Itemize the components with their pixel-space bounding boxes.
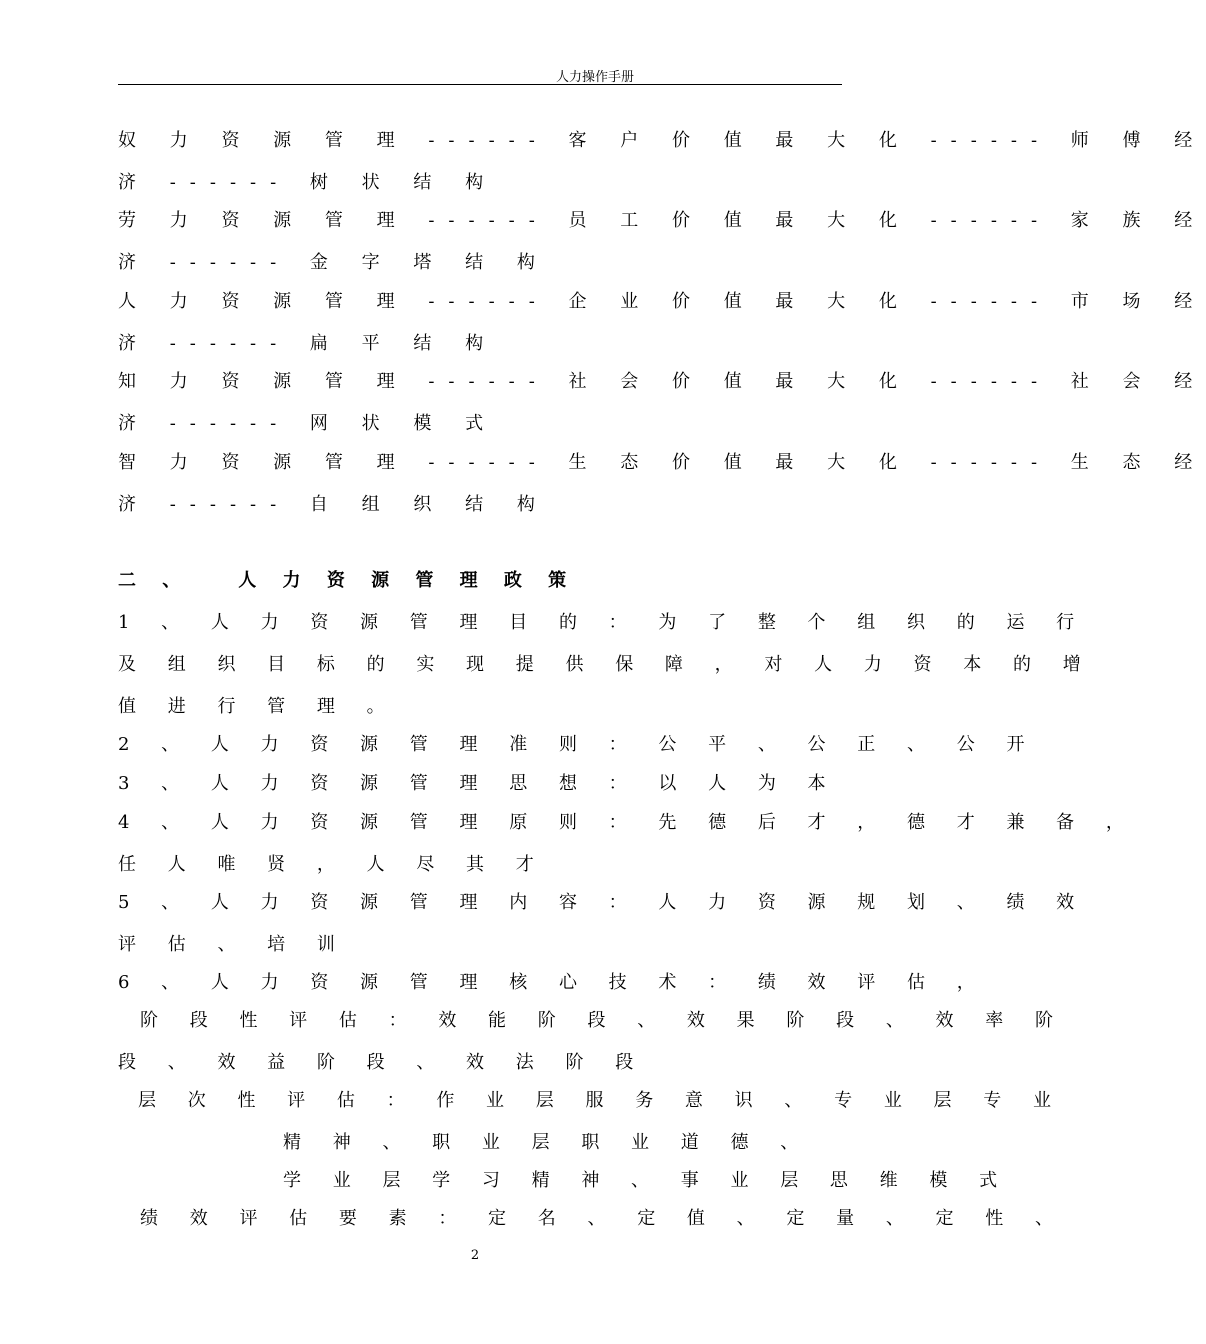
evaluation-elements: 绩 效 评 估 要 素 ： 定 名 、 定 值 、 定 量 、 定 性 、: [140, 1208, 1066, 1229]
item-1: 及 组 织 目 标 的 实 现 提 供 保 障 ， 对 人 力 资 本 的 增: [118, 654, 1094, 675]
item-3: 3 、 人 力 资 源 管 理 思 想 ： 以 人 为 本: [118, 773, 839, 794]
section-title: 人 力 资 源 管 理 政 策: [238, 570, 577, 591]
evolution-line: 济 ------ 金 字 塔 结 构: [118, 252, 549, 273]
section-number: 二 、: [118, 570, 191, 591]
item-5: 5 、 人 力 资 源 管 理 内 容 ： 人 力 资 源 规 划 、 绩 效: [118, 892, 1088, 913]
evolution-line: 济 ------ 网 状 模 式: [118, 413, 498, 434]
section-heading: [118, 568, 828, 594]
header-title: 人力操作手册: [555, 70, 634, 85]
level-evaluation: 精 神 、 职 业 层 职 业 道 德 、: [283, 1132, 812, 1153]
item-4: 任 人 唯 贤 ， 人 尽 其 才: [118, 854, 547, 875]
item-4: 4 、 人 力 资 源 管 理 原 则 ： 先 德 后 才 ， 德 才 兼 备 ，: [118, 812, 1137, 833]
evolution-line: 智 力 资 源 管 理 ------ 生 态 价 值 最 大 化 ------ 生 态 经: [118, 452, 1206, 473]
evolution-line: 人 力 资 源 管 理 ------ 企 业 价 值 最 大 化 ------ 市 场 经: [118, 291, 1206, 312]
evolution-line: 济 ------ 自 组 织 结 构: [118, 494, 549, 515]
item-2: 2 、 人 力 资 源 管 理 准 则 ： 公 平 、 公 正 、 公 开: [118, 734, 1038, 755]
evolution-line: 济 ------ 扁 平 结 构: [118, 333, 498, 354]
item-1: 1 、 人 力 资 源 管 理 目 的 ： 为 了 整 个 组 织 的 运 行: [118, 612, 1088, 633]
evolution-line: 济 ------ 树 状 结 构: [118, 172, 498, 193]
item-1: 值 进 行 管 理 。: [118, 696, 398, 717]
evolution-line: 劳 力 资 源 管 理 ------ 员 工 价 值 最 大 化 ------ 家 族 经: [118, 210, 1206, 231]
stage-evaluation: 阶 段 性 评 估 ： 效 能 阶 段 、 效 果 阶 段 、 效 率 阶: [140, 1010, 1066, 1031]
level-evaluation: 学 业 层 学 习 精 神 、 事 业 层 思 维 模 式: [283, 1170, 1011, 1191]
evolution-line: 奴 力 资 源 管 理 ------ 客 户 价 值 最 大 化 ------ 师 傅 经: [118, 130, 1206, 151]
item-5: 评 估 、 培 训: [118, 934, 348, 955]
level-evaluation: 层 次 性 评 估 ： 作 业 层 服 务 意 识 、 专 业 层 专 业: [138, 1090, 1064, 1111]
page-header: [118, 64, 842, 85]
evolution-line: 知 力 资 源 管 理 ------ 社 会 价 值 最 大 化 ------ 社 会 经: [118, 371, 1206, 392]
page-number: 2: [470, 1248, 480, 1263]
stage-evaluation: 段 、 效 益 阶 段 、 效 法 阶 段: [118, 1052, 647, 1073]
item-6: 6 、 人 力 资 源 管 理 核 心 技 术 ： 绩 效 评 估 ，: [118, 972, 988, 993]
